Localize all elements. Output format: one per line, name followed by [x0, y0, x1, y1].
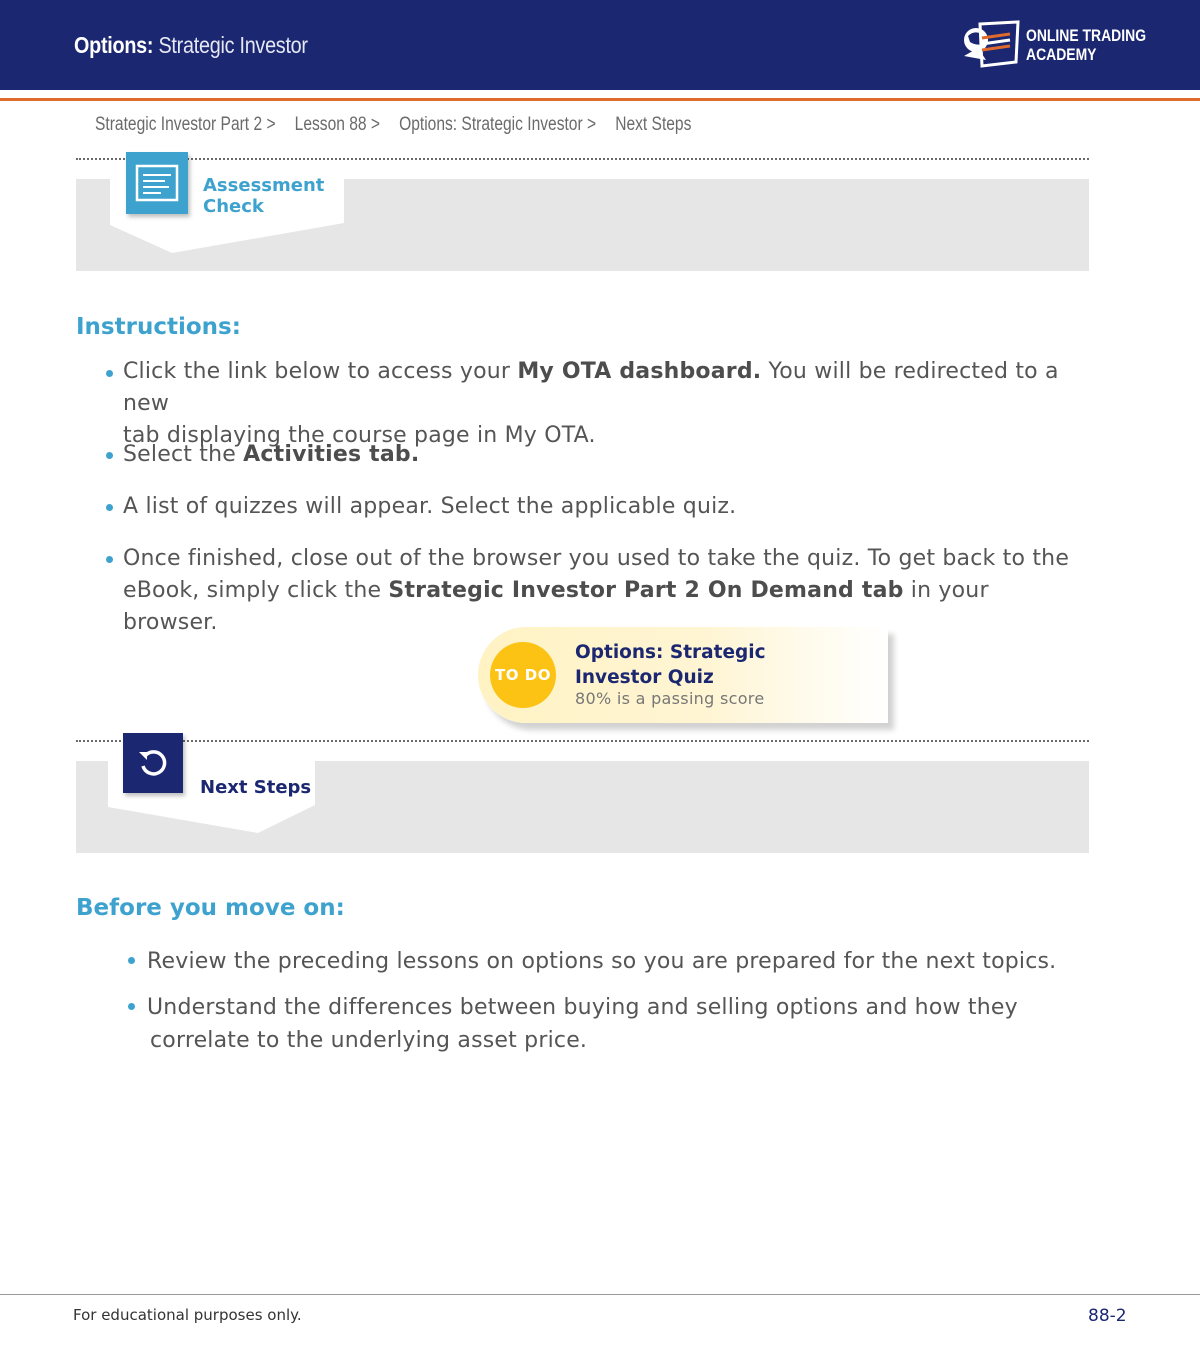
quiz-title-line-2: Investor Quiz [575, 667, 714, 688]
bullet-icon [128, 957, 135, 964]
header-spacer [0, 90, 1200, 98]
item-bold: Strategic Investor Part 2 On Demand tab [388, 578, 904, 603]
item-text: eBook, simply click the [123, 578, 389, 603]
list-item: Review the preceding lessons on options so you are prepared for the next topics. [147, 949, 1057, 974]
logo-wordmark [1026, 26, 1146, 64]
item-text: A list of quizzes will appear. Select the applicable quiz. [123, 494, 737, 519]
breadcrumb-item[interactable]: Options: Strategic Investor > [399, 114, 597, 135]
assessment-label [203, 175, 324, 217]
item-text: tab displaying the course page in My OTA. [123, 423, 596, 448]
ota-logo [960, 20, 1147, 72]
title-light: Strategic Investor [158, 32, 308, 58]
list-item [123, 543, 1083, 639]
title-strong: Options: [74, 32, 154, 58]
list-item [123, 356, 1083, 452]
assessment-label-line-2: Check [203, 196, 264, 217]
list-item [123, 439, 419, 471]
page-header [0, 0, 1200, 90]
instructions-heading: Instructions: [76, 314, 241, 340]
item-text: in your browser. [123, 578, 989, 635]
assessment-label-line-1: Assessment [203, 175, 325, 196]
logo-line-1: ONLINE TRADING [1026, 26, 1147, 45]
quiz-title-line-1: Options: Strategic [575, 642, 766, 663]
logo-line-2: ACADEMY [1026, 45, 1097, 64]
bullet-icon [106, 556, 113, 563]
section-divider [76, 158, 1089, 160]
item-text: You will be redirected to a new [123, 359, 1059, 416]
bullet-icon [128, 1003, 135, 1010]
todo-badge: TO DO [490, 642, 556, 708]
bullet-icon [106, 452, 113, 459]
breadcrumb-item[interactable]: Next Steps [615, 114, 692, 135]
bullet-icon [106, 504, 113, 511]
page-number: 88-2 [1088, 1306, 1127, 1326]
item-text: Once finished, close out of the browser you used to take the quiz. To get back to the [123, 546, 1070, 571]
section-divider [76, 740, 1089, 742]
quiz-passing-score: 80% is a passing score [575, 689, 765, 708]
footer-disclaimer: For educational purposes only. [73, 1306, 302, 1324]
breadcrumb-item[interactable]: Lesson 88 > [294, 114, 380, 135]
item-bold[interactable]: My OTA dashboard. [517, 359, 762, 384]
item-text: Select the [123, 442, 244, 467]
item-text: Click the link below to access your [123, 359, 518, 384]
breadcrumb-item[interactable]: Strategic Investor Part 2 > [95, 114, 276, 135]
checklist-icon [126, 152, 188, 214]
quiz-title[interactable] [575, 640, 766, 690]
quiz-todo-card[interactable] [478, 627, 888, 723]
header-accent-rule [0, 98, 1200, 101]
bullet-icon [106, 370, 113, 377]
next-steps-label: Next Steps [200, 777, 312, 798]
footer-rule [0, 1294, 1200, 1295]
list-item: Understand the differences between buying and selling options and how they [147, 995, 1018, 1020]
refresh-icon [123, 733, 183, 793]
before-heading: Before you move on: [76, 895, 345, 921]
list-item-continuation: correlate to the underlying asset price. [150, 1028, 588, 1053]
breadcrumb [95, 114, 706, 136]
document-title [74, 32, 308, 59]
list-item [123, 491, 736, 523]
item-bold: Activities tab. [243, 442, 420, 467]
logo-emblem-icon [960, 20, 1024, 70]
